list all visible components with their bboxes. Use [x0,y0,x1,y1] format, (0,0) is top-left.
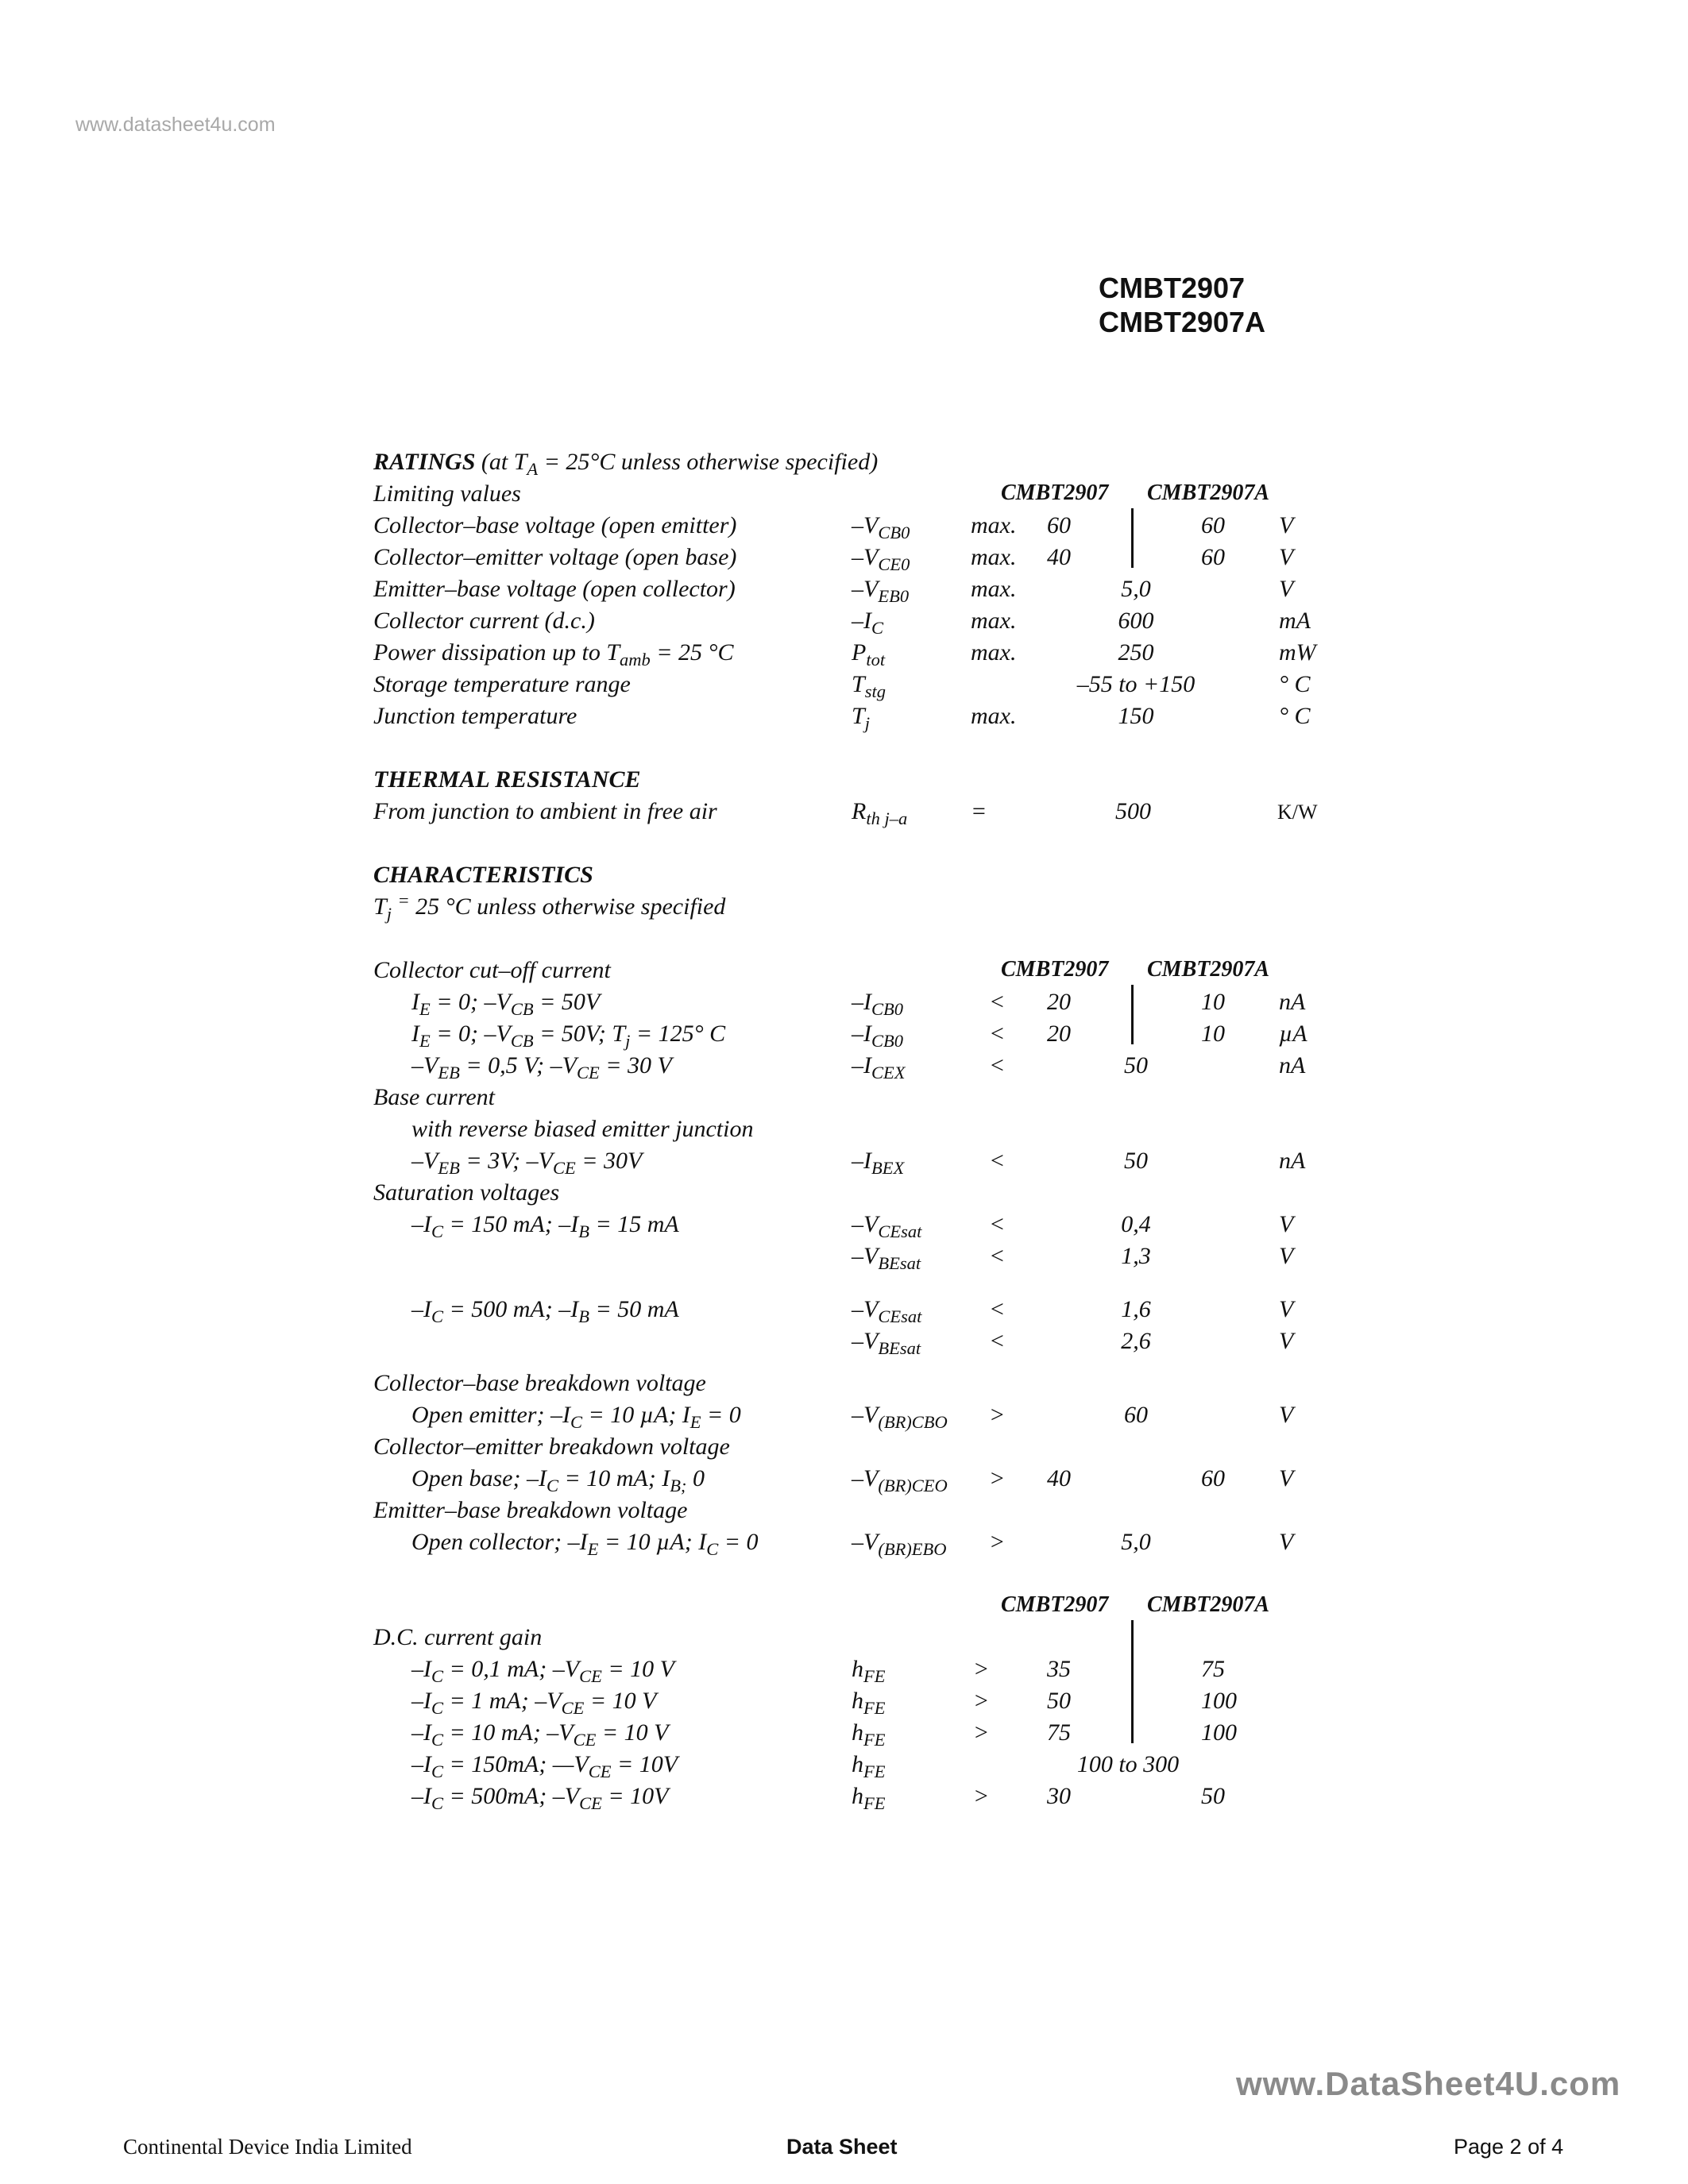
gain-row-relation: > [973,1688,990,1714]
gain-row-condition: $-I_C = 150mA$; $—V_{CE} = 10V$ [411,1751,678,1781]
ratings-col2-header: CMBT2907A [1147,480,1270,505]
ce-breakdown-label: Collector–emitter breakdown voltage [373,1433,730,1460]
gain-column-divider [1131,1620,1134,1743]
char-row-condition: $-I_C = 500$ mA; $-I_B = 50$ mA [411,1296,679,1326]
char-row-value-2: 10 [1201,989,1225,1015]
char-row-relation: < [989,1296,1006,1322]
ratings-row-unit: mA [1279,608,1311,634]
char-row-symbol: $-V_{CEsat}$ [852,1211,922,1241]
char-column-divider [1131,985,1134,1044]
gain-col2-header: CMBT2907A [1147,1592,1270,1617]
char-row-unit: V [1279,1211,1294,1237]
ratings-row-label: Collector current (d.c.) [373,608,595,634]
char-row-condition: Open collector; $-I_E = 10$ µA; $I_C = 0$ [411,1529,759,1559]
char-row-relation: < [989,1328,1006,1354]
ratings-condition-rest: = 25°C unless otherwise specified) [543,449,879,475]
char-row-relation: < [989,989,1006,1015]
ratings-condition: (at T [481,449,527,475]
char-row-condition: $I_E = 0$; $-V_{CB} = 50V$; $T_j = 125^\circ$ C [411,1021,726,1051]
ratings-row-label: Power dissipation up to $T_{amb} = 25$ °C [373,639,734,669]
ratings-condition-sub: A [527,458,539,479]
char-row-condition: Open emitter; $-I_C = 10$ µA; $I_E = 0$ [411,1402,741,1432]
gain-row-symbol: $h_{FE}$ [852,1688,886,1718]
gain-row-symbol: $h_{FE}$ [852,1751,886,1781]
char-row-symbol: $-V_{BEsat}$ [852,1328,921,1358]
gain-row-condition: $-I_C = 500mA$; $-V_{CE} = 10V$ [411,1783,669,1813]
gain-row-relation: > [973,1719,990,1746]
ratings-row-label: Junction temperature [373,703,577,729]
footer-company: Continental Device India Limited [123,2135,412,2159]
char-row-symbol: $-V_{CEsat}$ [852,1296,922,1326]
ratings-row-relation: max. [971,608,1017,634]
gain-row-relation: > [973,1783,990,1809]
thermal-relation: = [971,798,987,824]
ratings-row-symbol: $-V_{EB0}$ [852,576,910,606]
char-row-symbol: $-V_{BEsat}$ [852,1243,921,1273]
char-row-value-2: 10 [1201,1021,1225,1047]
gain-row-condition: $-I_C = 0,1$ mA; $-V_{CE} = 10$ V [411,1656,674,1686]
gain-row-value-common: 100 to 300 [1076,1751,1180,1777]
char-row-unit: nA [1279,989,1306,1015]
char-row-relation: < [989,1243,1006,1269]
ratings-row-value-1: 40 [1047,544,1071,570]
char-row-symbol: $-I_{CEX}$ [852,1052,906,1082]
char-row-condition: Open base; $-I_C = 10$ mA; $I_{B;}$ 0 [411,1465,705,1495]
ratings-heading-line [373,449,879,479]
ratings-row-value-common: 150 [1118,703,1154,729]
gain-row-relation: > [973,1656,990,1682]
gain-row-value-1: 75 [1047,1719,1071,1746]
thermal-value: 500 [1115,798,1151,824]
ratings-row-value-1: 60 [1047,512,1071,538]
base-current-label2: with reverse biased emitter junction [411,1116,754,1142]
char-row-relation: > [989,1465,1006,1491]
thermal-label: From junction to ambient in free air [373,798,717,824]
gain-row-condition: $-I_C = 10$ mA; $-V_{CE} = 10$ V [411,1719,669,1750]
ratings-row-unit: V [1279,576,1294,602]
ratings-row-symbol: $T_{stg}$ [852,671,886,701]
ratings-row-symbol: $-V_{CB0}$ [852,512,910,542]
ratings-row-relation: max. [971,576,1017,602]
ratings-row-label: Collector–base voltage (open emitter) [373,512,737,538]
ratings-row-symbol: $T_j$ [852,703,870,733]
char-row-symbol: $-I_{CB0}$ [852,989,904,1019]
cb-breakdown-label: Collector–base breakdown voltage [373,1370,706,1396]
char-row-symbol: $-V_{(BR)CBO}$ [852,1402,948,1432]
char-row-relation: < [989,1148,1006,1174]
gain-row-symbol: $h_{FE}$ [852,1656,886,1686]
char-row-value-common: 50 [1124,1052,1148,1078]
ratings-row-unit: ° C [1279,671,1311,697]
ratings-row-label: Storage temperature range [373,671,631,697]
ratings-row-symbol: $-V_{CE0}$ [852,544,910,574]
ratings-row-value-common: –55 to +150 [1076,671,1196,697]
ratings-row-unit: mW [1279,639,1316,666]
watermark-url: www.datasheet4u.com [75,114,276,136]
char-row-value-1: 20 [1047,1021,1071,1047]
char-row-unit: V [1279,1296,1294,1322]
ratings-row-label: Emitter–base voltage (open collector) [373,576,736,602]
gain-row-value-2: 50 [1201,1783,1225,1809]
char-row-relation: < [989,1052,1006,1078]
eb-breakdown-label: Emitter–base breakdown voltage [373,1497,688,1523]
characteristics-condition: $T_j$ = 25 °C unless otherwise specified [373,889,726,924]
ratings-row-symbol: $P_{tot}$ [852,639,886,669]
ratings-row-unit: V [1279,544,1294,570]
ratings-row-value-common: 5,0 [1121,576,1151,602]
char-row-value-1: 20 [1047,989,1071,1015]
char-row-relation: > [989,1402,1006,1428]
char-row-value-common: 2,6 [1121,1328,1151,1354]
ratings-row-value-2: 60 [1201,544,1225,570]
char-col1-header: CMBT2907 [1001,957,1109,982]
char-row-condition: $-V_{EB} = 0,5$ V; $-V_{CE} = 30$ V [411,1052,672,1082]
footer-center: Data Sheet [786,2135,898,2159]
char-row-condition: $I_E = 0$; $-V_{CB} = 50V$ [411,989,601,1019]
thermal-unit: K/W [1277,801,1318,824]
char-row-value-2: 60 [1201,1465,1225,1491]
char-row-value-common: 0,4 [1121,1211,1151,1237]
limiting-values-label: Limiting values [373,480,521,507]
gain-row-symbol: $h_{FE}$ [852,1719,886,1750]
char-row-condition: $-V_{EB} = 3V$; $-V_{CE} = 30V$ [411,1148,643,1178]
ratings-row-value-common: 600 [1118,608,1154,634]
ratings-row-label: Collector–emitter voltage (open base) [373,544,737,570]
cutoff-current-label: Collector cut–off current [373,957,611,983]
char-row-value-1: 40 [1047,1465,1071,1491]
char-col2-header: CMBT2907A [1147,957,1270,982]
char-row-value-common: 60 [1124,1402,1148,1428]
ratings-row-relation: max. [971,512,1017,538]
watermark-bottom: www.DataSheet4U.com [1236,2065,1621,2102]
char-row-value-common: 50 [1124,1148,1148,1174]
char-row-unit: V [1279,1243,1294,1269]
gain-row-value-1: 50 [1047,1688,1071,1714]
char-row-value-common: 1,6 [1121,1296,1151,1322]
part-number-2: CMBT2907A [1099,306,1266,338]
ratings-row-value-common: 250 [1118,639,1154,666]
gain-row-value-2: 75 [1201,1656,1225,1682]
char-row-symbol: $-I_{CB0}$ [852,1021,904,1051]
char-row-value-common: 1,3 [1121,1243,1151,1269]
char-row-symbol: $-I_{BEX}$ [852,1148,905,1178]
char-row-relation: < [989,1211,1006,1237]
char-row-unit: µA [1279,1021,1308,1047]
gain-row-condition: $-I_C = 1$ mA; $-V_{CE} = 10$ V [411,1688,657,1718]
char-row-symbol: $-V_{(BR)CEO}$ [852,1465,948,1495]
gain-row-value-1: 30 [1047,1783,1071,1809]
char-row-unit: V [1279,1402,1294,1428]
ratings-row-relation: max. [971,639,1017,666]
ratings-row-relation: max. [971,703,1017,729]
footer-page: Page 2 of 4 [1454,2135,1564,2159]
part-number-1: CMBT2907 [1099,272,1246,304]
ratings-heading: RATINGS [373,449,476,475]
gain-row-symbol: $h_{FE}$ [852,1783,886,1813]
ratings-row-symbol: $-I_C$ [852,608,884,638]
char-row-relation: < [989,1021,1006,1047]
base-current-label: Base current [373,1084,496,1110]
ratings-row-unit: ° C [1279,703,1311,729]
gain-row-value-2: 100 [1201,1688,1237,1714]
char-row-unit: nA [1279,1148,1306,1174]
char-row-unit: V [1279,1328,1294,1354]
char-row-relation: > [989,1529,1006,1555]
gain-col1-header: CMBT2907 [1001,1592,1109,1617]
saturation-label: Saturation voltages [373,1179,560,1206]
char-row-unit: V [1279,1465,1294,1491]
ratings-row-relation: max. [971,544,1017,570]
gain-row-value-2: 100 [1201,1719,1237,1746]
thermal-heading: THERMAL RESISTANCE [373,766,641,793]
gain-row-value-1: 35 [1047,1656,1071,1682]
characteristics-heading: CHARACTERISTICS [373,862,593,888]
gain-label: D.C. current gain [373,1624,543,1650]
ratings-row-unit: V [1279,512,1294,538]
char-row-value-common: 5,0 [1121,1529,1151,1555]
char-row-symbol: $-V_{(BR)EBO}$ [852,1529,947,1559]
char-row-unit: V [1279,1529,1294,1555]
ratings-row-value-2: 60 [1201,512,1225,538]
thermal-symbol: $R_{th j-a}$ [852,798,908,828]
char-row-condition: $-I_C = 150$ mA; $-I_B = 15$ mA [411,1211,679,1241]
char-row-unit: nA [1279,1052,1306,1078]
ratings-column-divider [1131,508,1134,568]
ratings-col1-header: CMBT2907 [1001,480,1109,505]
